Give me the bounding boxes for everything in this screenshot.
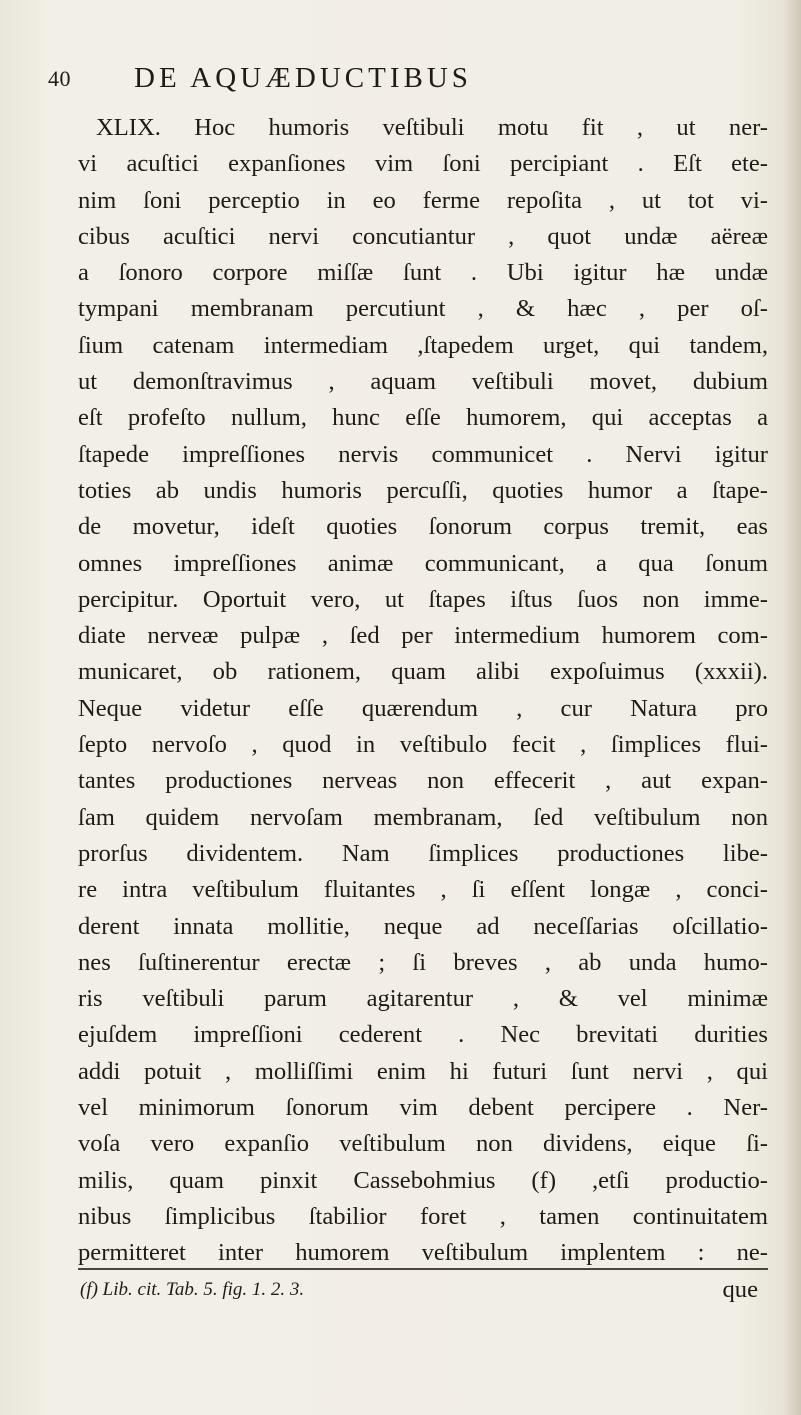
text-line: ſtapede impreſſiones nervis communicet . Nervi igitur	[78, 440, 768, 468]
text-line: Neque videtur eſſe quærendum , cur Natura pro	[78, 694, 768, 722]
text-line: tantes productiones nerveas non effecerit , aut expan-	[78, 767, 768, 795]
text-line: voſa vero expanſio veſtibulum non dividens, eique ſi-	[78, 1130, 768, 1158]
text-line: de movetur, ideſt quoties ſonorum corpus tremit, eas	[78, 513, 768, 541]
text-line: prorſus dividentem. Nam ſimplices productiones libe-	[78, 839, 768, 867]
text-line: tympani membranam percutiunt , & hæc , per oſ-	[78, 295, 768, 323]
text-line: nes ſuſtinerentur erectæ ; ſi breves , ab unda humo-	[78, 948, 768, 976]
text-line: nibus ſimplicibus ſtabilior foret , tamen continuitatem	[78, 1202, 768, 1230]
text-line: vel minimorum ſonorum vim debent percipere . Ner-	[78, 1094, 768, 1122]
catchword: que	[722, 1275, 758, 1303]
text-line: permitteret inter humorem veſtibulum implentem : ne-	[78, 1239, 768, 1267]
running-title: DE AQUÆDUCTIBUS	[134, 62, 472, 94]
text-line: ut demonſtravimus , aquam veſtibuli movet, dubium	[78, 368, 768, 396]
text-line: milis, quam pinxit Cassebohmius (f) ,etſi productio-	[78, 1166, 768, 1194]
text-line: eſt profeſto nullum, hunc eſſe humorem, qui acceptas a	[78, 404, 768, 432]
text-line: ſium catenam intermediam ,ſtapedem urget, qui tandem,	[78, 331, 768, 359]
body-paragraph	[78, 110, 768, 1308]
text-line: derent innata mollitie, neque ad neceſſarias oſcillatio-	[78, 912, 768, 940]
text-line: XLIX. Hoc humoris veſtibuli motu fit , ut ner-	[96, 114, 768, 141]
text-line: vi acuſtici expanſiones vim ſoni percipiant . Eſt ete-	[78, 150, 768, 178]
text-line: re intra veſtibulum fluitantes , ſi eſſent longæ , conci-	[78, 876, 768, 904]
text-line: diate nerveæ pulpæ , ſed per intermedium humorem com-	[78, 622, 768, 650]
page-edge-shadow	[783, 0, 801, 1415]
text-line: municaret, ob rationem, quam alibi expoſuimus (xxxii).	[78, 658, 768, 686]
footnote-rule	[78, 1268, 768, 1270]
text-line: ſepto nervoſo , quod in veſtibulo fecit , ſimplices flui-	[78, 731, 768, 759]
text-line: a ſonoro corpore miſſæ ſunt . Ubi igitur hæ undæ	[78, 259, 768, 287]
text-line: cibus acuſtici nervi concutiantur , quot undæ aëreæ	[78, 222, 768, 250]
page-header	[48, 62, 748, 102]
text-line: percipitur. Oportuit vero, ut ſtapes iſtus ſuos non imme-	[78, 585, 768, 613]
text-line: toties ab undis humoris percuſſi, quoties humor a ſtape-	[78, 476, 768, 504]
text-line: ſam quidem nervoſam membranam, ſed veſtibulum non	[78, 803, 768, 831]
text-line: addi potuit , molliſſimi enim hi futuri ſunt nervi , qui	[78, 1057, 768, 1085]
text-line: nim ſoni perceptio in eo ferme repoſita , ut tot vi-	[78, 186, 768, 214]
text-line: ejuſdem impreſſioni cederent . Nec brevitati durities	[78, 1021, 768, 1049]
footnote: (f) Lib. cit. Tab. 5. fig. 1. 2. 3.	[80, 1279, 305, 1300]
page-number: 40	[48, 66, 71, 91]
text-line: ris veſtibuli parum agitarentur , & vel minimæ	[78, 985, 768, 1013]
text-line: omnes impreſſiones animæ communicant, a qua ſonum	[78, 549, 768, 577]
